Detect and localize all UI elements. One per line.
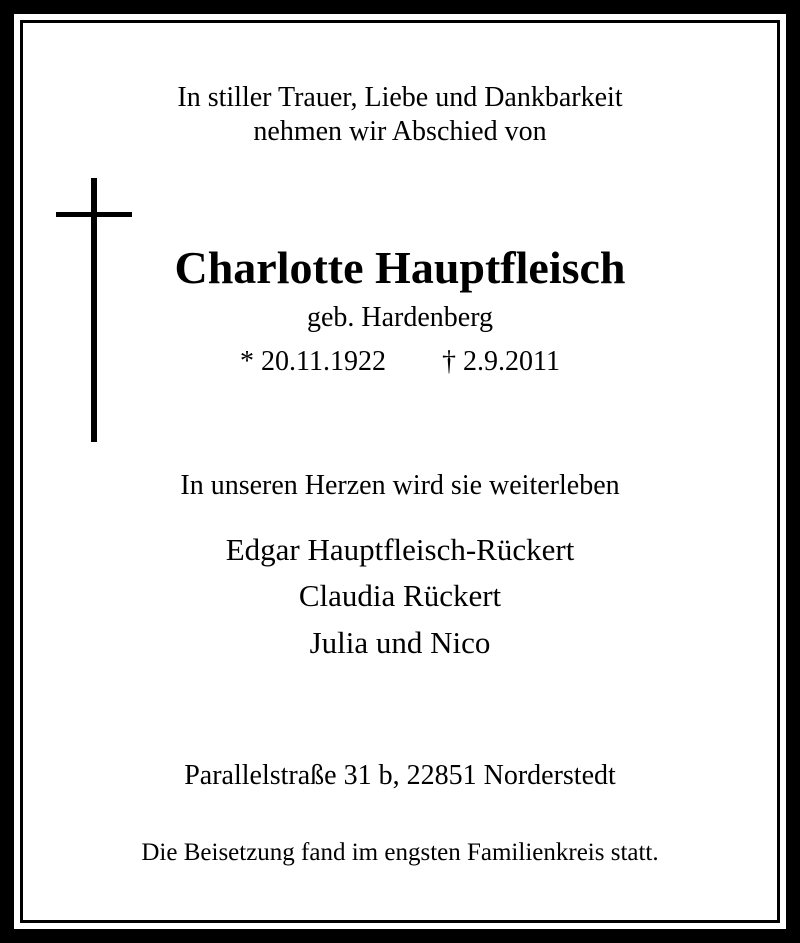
mourner-name: Edgar Hauptfleisch-Rückert [225, 532, 575, 567]
cross-horizontal-bar [56, 212, 132, 217]
life-dates [0, 346, 800, 378]
motto: In unseren Herzen wird sie weiterleben [180, 470, 620, 501]
address: Parallelstraße 31 b, 22851 Norderstedt [184, 760, 616, 791]
intro-line-2: nehmen wir Abschied von [253, 116, 547, 147]
mourner-name: Julia und Nico [309, 625, 491, 660]
mourner-name: Claudia Rückert [298, 578, 502, 613]
intro-line-1: In stiller Trauer, Liebe und Dankbarkeit [177, 82, 623, 113]
funeral-note: Die Beisetzung fand im engsten Familienkreis statt. [141, 839, 659, 866]
birth-date: * 20.11.1922 [240, 346, 386, 377]
birth-name: geb. Hardenberg [306, 302, 494, 333]
deceased-name: Charlotte Hauptfleisch [174, 242, 626, 293]
death-date: † 2.9.2011 [442, 346, 560, 377]
